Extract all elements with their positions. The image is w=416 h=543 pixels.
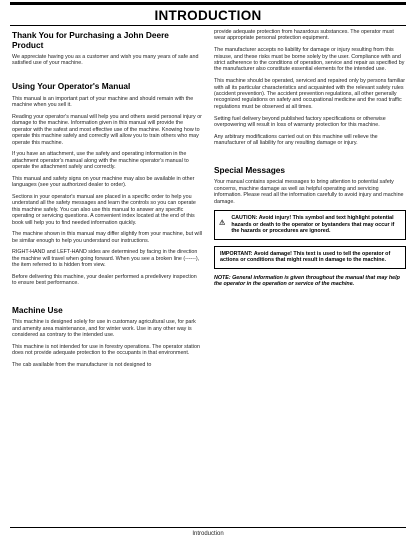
footer-rule (10, 527, 406, 528)
paragraph: This manual is an important part of your machine and should remain with the machine when you sell it. (12, 95, 194, 109)
paragraph: If you have an attachment, use the safety and operating information in the attachment operator's manual along with the machine operator's manual to operate the attachment safely and correctly. (12, 151, 189, 171)
paragraph: The cab available from the manufacturer is not designed to (12, 362, 152, 369)
paragraph: provide adequate protection from hazardous substances. The operator must wear appropriate personal protection equipment. (214, 29, 394, 42)
paragraph: The manufacturer accepts no liability for damage or injury resulting from this misuse, and these risks must be borne solely by the user. Compliance with and strict adherence to the conditions of operation, service and repair as specified by the manufacturer also constitute essential elements for the intended use. (214, 47, 405, 73)
paragraph: This machine should be operated, serviced and repaired only by persons familiar with all its particular characteristics and acquainted with the relevant safety rules (accident prevention). The accident prevention regulations, all other generally recognized regulations on safety and occupational medicine and the road traffic regulations must be observed at all times. (214, 78, 405, 110)
section-heading-operators-manual: Using Your Operator's Manual (12, 81, 131, 92)
header-rule (10, 2, 406, 5)
right-column (214, 29, 406, 293)
paragraph: Sections in your operator's manual are placed in a specific order to help you understand all the safety messages and learn the controls so you can operate this machine safely. You can also use this manual to answer any specific operating or servicing questions. A convenient index located at the end of this book will help you to find needed information quickly. (12, 193, 196, 226)
paragraph: Before delivering this machine, your dealer performed a predelivery inspection to ensure best performance. (12, 273, 197, 287)
paragraph: Your manual contains special messages to bring attention to potential safety concerns, machine damage as well as helpful operating and servicing information. Please read all the information carefully to avoid injury and machine damage. (214, 179, 404, 205)
paragraph: This manual and safety signs on your machine may also be available in other languages (see your authorized dealer to order). (12, 175, 195, 189)
page-footer: Introduction (192, 531, 224, 537)
paragraph: RIGHT-HAND and LEFT-HAND sides are determined by facing in the direction the machine will travel when going forward. When you see a broken line (------), the item referred to is hidden from view. (12, 249, 200, 269)
page-title: INTRODUCTION (154, 8, 262, 23)
paragraph: Any arbitrary modifications carried out on this machine will relieve the manufacturer of all liability for any resulting damage or injury. (214, 133, 378, 147)
caution-box (214, 210, 406, 240)
paragraph: This machine is not intended for use in forestry operations. The operator station does not provide adequate protection to the occupants in that environment. (12, 344, 200, 357)
important-box: IMPORTANT: Avoid damage! This text is used to tell the operator of actions or conditions that might result in damage to the machine. (214, 246, 406, 269)
paragraph: The machine shown in this manual may differ slightly from your machine, but will be similar enough to help you understand our instructions. (12, 231, 202, 244)
section-heading-machine-use: Machine Use (12, 304, 63, 315)
paragraph: This machine is designed solely for use in customary agricultural use, for park and amenity area maintenance, and for winter work. Use in any other way is considered as contrary to the intended use. (12, 319, 196, 339)
header-divider (10, 25, 406, 26)
warning-triangle-icon (219, 215, 225, 229)
section-heading-thanks: Thank You for Purchasing a John Deere Product (12, 30, 169, 50)
section-heading-special-messages: Special Messages (214, 164, 286, 175)
paragraph: Reading your operator's manual will help you and others avoid personal injury or damage to the machine. Information given in this manual will provide the operator with the safest and most effective use of the machine. Knowing how to operate this machine safely and correctly will allow you to train others who may operate this machine. (12, 113, 202, 146)
caution-text: CAUTION: Avoid injury! This symbol and text highlight potential hazards or death to the operator or bystanders that may occur if the hazards or procedures are ignored. (231, 215, 395, 235)
paragraph: Setting fuel delivery beyond published factory specifications or otherwise overpowering will result in loss of warranty protection for this machine. (214, 115, 386, 128)
note-text: NOTE: General information is given throughout the manual that may help the operator in the operation or service of the machine. (214, 274, 400, 288)
left-column (12, 31, 202, 374)
paragraph: We appreciate having you as a customer and wish you many years of safe and satisfied use of your machine. (12, 54, 199, 67)
